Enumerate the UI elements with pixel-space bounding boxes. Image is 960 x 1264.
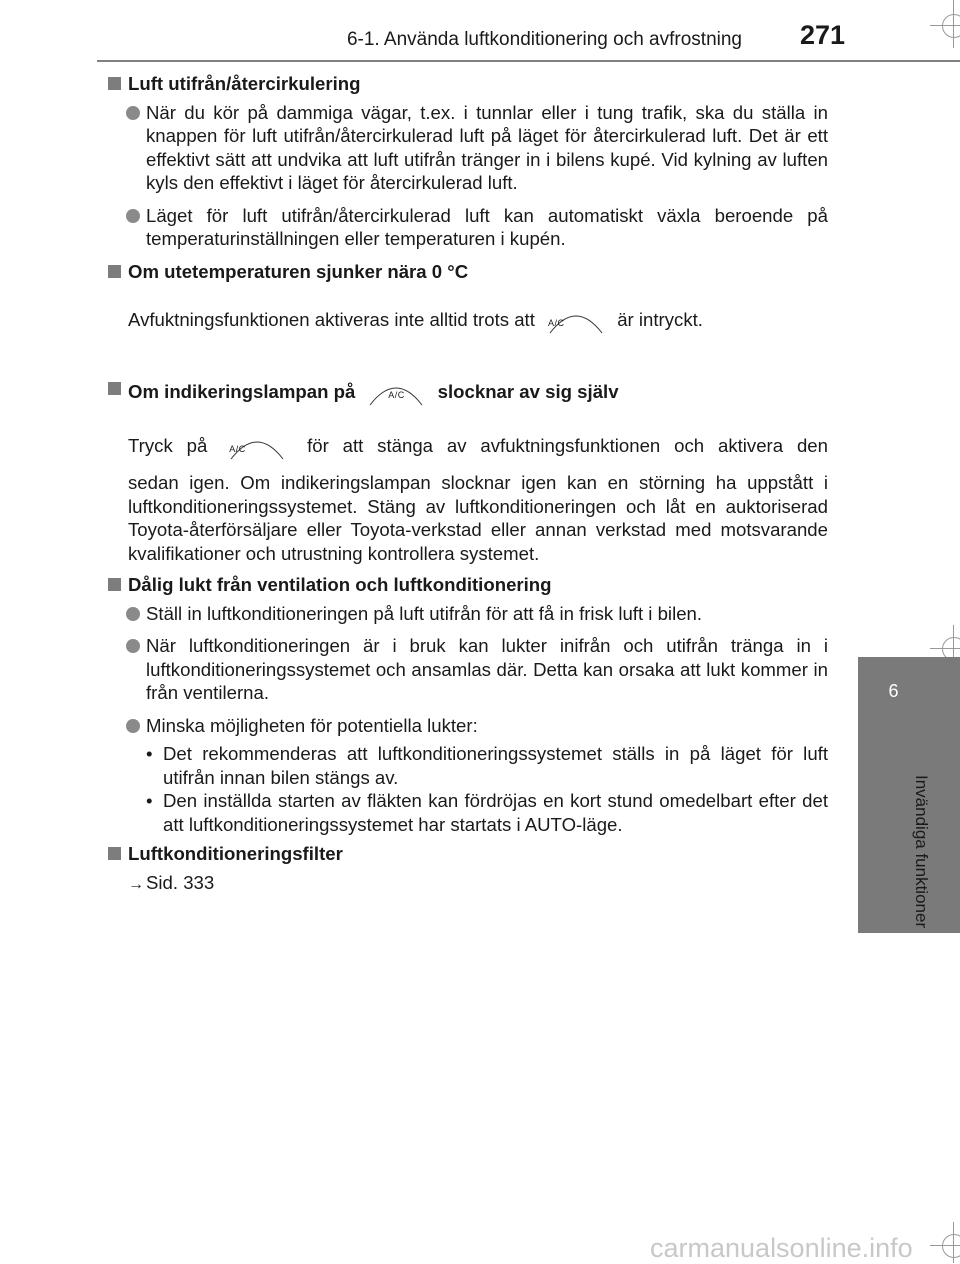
chapter-label: Invändiga funktioner: [912, 775, 931, 929]
ac-button-icon: A/C: [368, 377, 424, 407]
square-bullet-icon: [108, 382, 121, 395]
dot-bullet-icon: •: [146, 743, 153, 764]
chapter-number: 6: [888, 681, 899, 701]
header-divider: [97, 60, 960, 62]
bullet-item: Läget för luft utifrån/återcirkulerad luft kan automatiskt växla beroende på temperaturinställningen eller temperaturen i kupén.: [108, 204, 828, 251]
paragraph: Avfuktningsfunktionen aktiveras inte alltid trots att A/C är intryckt.: [108, 305, 828, 335]
section-heading: Luftkonditioneringsfilter: [108, 842, 828, 866]
ac-button-icon: A/C: [548, 305, 604, 335]
section-heading: Om indikeringslampan på A/C slocknar av sig själv: [108, 377, 828, 407]
bullet-item: När du kör på dammiga vägar, t.ex. i tunnlar eller i tung trafik, ska du ställa in knappen för luft utifrån/återcirkulerad luft på läget för återcirkulerad luft. Det är ett effektivt sätt att undvika att luft utifrån tränger in i bilens kupé. Vid kylning av luften kyls den effektivt i läget för återcirkulerad luft.: [108, 101, 828, 195]
circle-bullet-icon: [126, 209, 140, 223]
page-header-title: 6-1. Använda luftkonditionering och avfrostning: [346, 29, 742, 50]
paragraph: Tryck på A/C för att stänga av avfuktningsfunktionen och aktivera den: [108, 431, 828, 461]
section-low-outside-temperature: [108, 260, 828, 336]
circle-bullet-icon: [126, 719, 140, 733]
bullet-item: Minska möjligheten för potentiella lukter:: [108, 714, 828, 738]
circle-bullet-icon: [126, 607, 140, 621]
square-bullet-icon: [108, 578, 121, 591]
ac-button-icon: A/C: [229, 431, 285, 461]
page-reference-link[interactable]: → Sid. 333: [128, 871, 215, 893]
dot-bullet-icon: •: [146, 790, 153, 811]
circle-bullet-icon: [126, 639, 140, 653]
section-indicator-goes-out: [108, 377, 828, 565]
square-bullet-icon: [108, 265, 121, 278]
square-bullet-icon: [108, 847, 121, 860]
section-heading: Om utetemperaturen sjunker nära 0 °C: [108, 260, 828, 284]
page-content: [108, 72, 828, 896]
section-heading: Dålig lukt från ventilation och luftkonditionering: [108, 573, 828, 597]
circle-bullet-icon: [126, 106, 140, 120]
sub-list-item: • Den inställda starten av fläkten kan fördröjas en kort stund omedelbart efter det att luftkonditioneringssystemet har startats i AUTO-läge.: [146, 790, 828, 835]
arrow-right-icon: →: [128, 875, 144, 893]
sub-list-item: • Det rekommenderas att luftkonditioneringssystemet ställs in på läget för luft utifrån innan bilen stängs av.: [146, 743, 828, 788]
section-bad-smell: [108, 573, 828, 836]
watermark: carmanualsonline.info: [650, 1233, 913, 1263]
paragraph: sedan igen. Om indikeringslampan slocknar igen kan en störning ha uppstått i luftkonditioneringssystemet. Stäng av luftkonditioneringen och låt en auktoriserad Toyota-återförsäljare eller Toyota-verkstad eller annan verkstad med motsvarande kvalifikationer och utrustning kontrollera systemet.: [128, 472, 828, 564]
bullet-item: Ställ in luftkonditioneringen på luft utifrån för att få in frisk luft i bilen.: [108, 602, 828, 626]
section-outside-recirculation: [108, 72, 828, 251]
page-number: 271: [800, 20, 846, 50]
bullet-item: När luftkonditioneringen är i bruk kan lukter inifrån och utifrån tränga in i luftkonditioneringssystemet och ansamlas där. Detta kan orsaka att lukt kommer in från ventilerna.: [108, 634, 828, 705]
section-heading: Luft utifrån/återcirkulering: [108, 72, 828, 96]
section-ac-filter: [108, 842, 828, 896]
square-bullet-icon: [108, 77, 121, 90]
